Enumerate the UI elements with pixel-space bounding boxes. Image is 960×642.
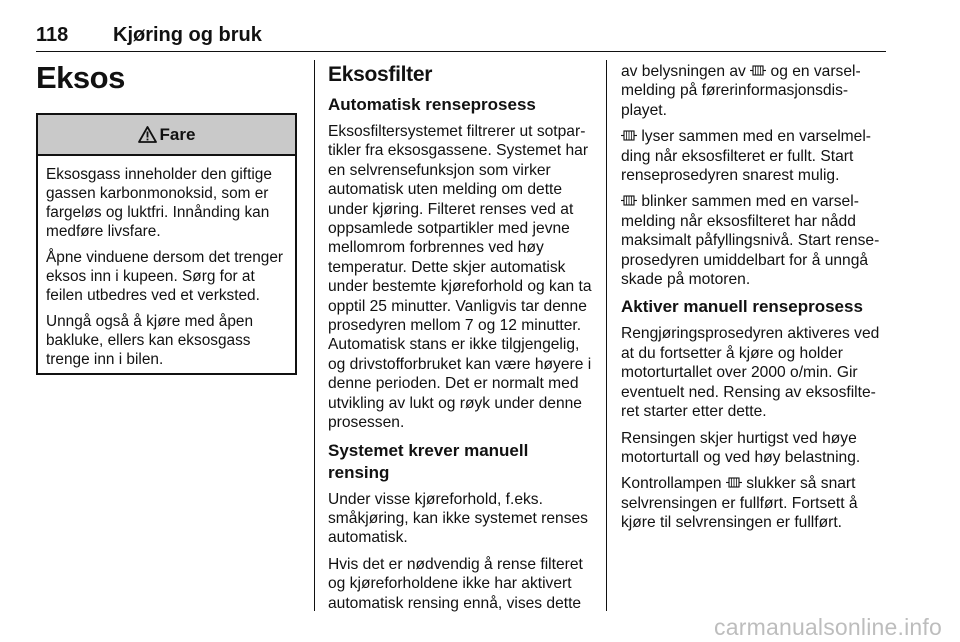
paragraph-fastest-cleaning: Rensingen skjer hurtigst ved høye motorturtall og ved høy belastning. [621, 429, 861, 466]
watermark: carmanualsonline.info [714, 614, 942, 640]
paragraph-control-lamp: Kontrollampen slukker så snart selvrensingen er fullført. Fortsett å kjøre til selvrensingen er fullført. [621, 475, 858, 532]
column-divider-2 [606, 60, 607, 611]
paragraph-activation: Rengjøringsprosedyren aktiveres ved at du fortsetter å kjøre og holder motorturtallet over 2000 o/min. Gir eventuelt ned. Rensing av eksosfilteret starter etter dette. [621, 325, 880, 421]
subheading-activate-manual-cleaning: Aktiver manuell renseprosess [621, 297, 863, 317]
danger-box-title: Fare [159, 124, 196, 144]
page-number: 118 [36, 24, 69, 46]
danger-paragraph-2: Åpne vinduene dersom det trenger eksos inn i kupeen. Sørg for at feilen utbedres ved et verksted. [46, 249, 283, 304]
exhaust-filter-icon [621, 128, 637, 143]
danger-box-header [38, 115, 295, 156]
column-right [621, 62, 888, 540]
paragraph-filter-max: blinker sammen med en varselmelding når eksosfilteret har nådd maksimalt påfyllingsnivå. Start renseprosedyren umiddelbart for å unngå skade på motoren. [621, 193, 880, 289]
paragraph-filter-full: lyser sammen med en varselmelding når eksosfilteret er fullt. Start renseprosedyren snarest mulig. [621, 128, 871, 185]
paragraph-indication: Hvis det er nødvendig å rense filteret og kjøreforholdene ikke har aktivert automatisk rensing ennå, vises dette [328, 555, 583, 612]
page-header [36, 24, 886, 50]
column-divider-1 [314, 60, 315, 611]
danger-paragraph-3: Unngå også å kjøre med åpen bakluke, ellers kan eksosgass trenge inn i bilen. [46, 313, 254, 368]
heading-eksosfilter: Eksosfilter [328, 63, 433, 86]
danger-paragraph-1: Eksosgass inneholder den giftige gassen karbonmonoksid, som er fargeløs og luktfri. Innånding kan medføre livsfare. [46, 166, 272, 240]
section-title: Eksos [36, 60, 125, 95]
subheading-manual-cleaning-required: Systemet krever manuell rensing [328, 440, 529, 482]
paragraph-automatic-cleaning: Eksosfiltersystemet filtrerer ut sotpartikler fra eksosgassene. Systemet har en selvrensefunksjon som virker automatisk uten melding om dette under kjøring. Filteret renses ved at oppsamlede sotpartikler med jevne mellomrom forbrennes ved høy temperatur. Dette skjer automatisk under bestemte kjøreforhold og kan ta opptil 25 minutter. Vanligvis tar denne prosedyren mellom 7 og 12 minutter. Automatisk stans er ikke tilgjengelig, og drivstofforbruket kan være høyere i denne perioden. Det er normalt med utvikling av lukt og røyk under denne prosessen. [328, 123, 592, 432]
column-middle [328, 62, 593, 620]
chapter-title: Kjøring og bruk [113, 24, 262, 46]
exhaust-filter-icon [621, 193, 637, 208]
danger-box-body [38, 156, 295, 369]
exhaust-filter-icon [750, 63, 766, 78]
warning-triangle-icon [138, 126, 157, 143]
paragraph-indicator-light: av belysningen av og en varselmelding på førerinformasjonsdisplayet. [621, 63, 861, 119]
paragraph-conditions: Under visse kjøreforhold, f.eks. småkjøring, kan ikke systemet renses automatisk. [328, 490, 588, 547]
exhaust-filter-icon [726, 475, 742, 490]
danger-box [36, 113, 297, 375]
subheading-automatic-cleaning: Automatisk renseprosess [328, 95, 536, 114]
header-rule [36, 51, 886, 52]
